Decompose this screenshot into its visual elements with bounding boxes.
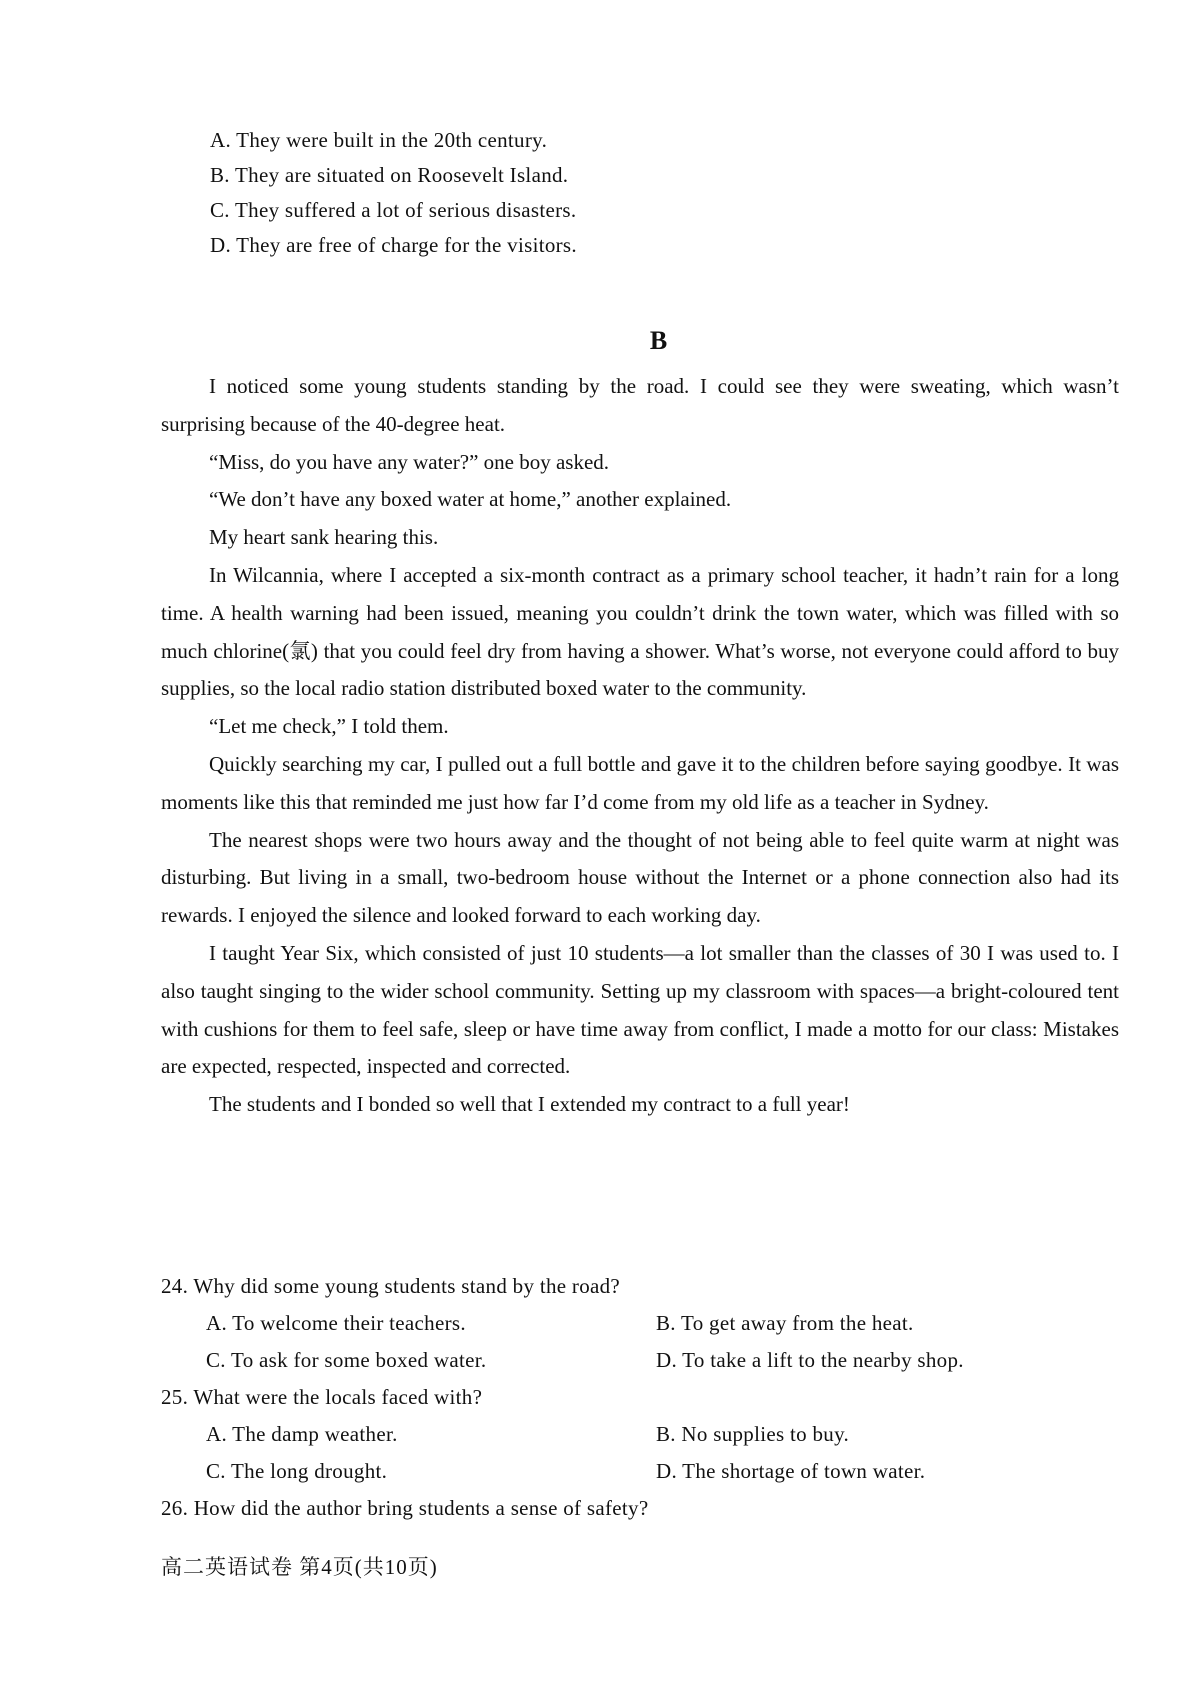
- passage-paragraph: My heart sank hearing this.: [209, 525, 439, 550]
- passage-paragraph: In Wilcannia, where I accepted a six-month contract as a primary school teacher, it hadn’t rain for a long time. A health warning had been issued, meaning you couldn’t drink the town water, which was filled with so much chlorine(氯) that you could feel dry from having a shower. What’s worse, not everyone could afford to buy supplies, so the local radio station distributed boxed water to the community.: [161, 562, 1119, 701]
- question-25-option-c: C. The long drought.: [206, 1459, 388, 1483]
- prev-option-d: D. They are free of charge for the visitors.: [210, 233, 577, 257]
- question-25-option-b: B. No supplies to buy.: [656, 1422, 850, 1446]
- question-24-option-d: D. To take a lift to the nearby shop.: [656, 1348, 964, 1372]
- reading-passage: [161, 368, 1119, 1124]
- passage-paragraph: The nearest shops were two hours away and the thought of not being able to feel quite warm at night was disturbing. But living in a small, two-bedroom house without the Internet or a phone connection also had its rewards. I enjoyed the silence and looked forward to each working day.: [161, 827, 1119, 928]
- question-25-stem: 25. What were the locals faced with?: [161, 1385, 483, 1409]
- passage-paragraph: “Miss, do you have any water?” one boy asked.: [209, 449, 610, 474]
- passage-paragraph: I noticed some young students standing by the road. I could see they were sweating, which wasn’t surprising because of the 40-degree heat.: [161, 374, 1119, 436]
- passage-paragraph: The students and I bonded so well that I extended my contract to a full year!: [209, 1092, 850, 1117]
- prev-option-c: C. They suffered a lot of serious disasters.: [210, 198, 577, 222]
- passage-paragraph: Quickly searching my car, I pulled out a full bottle and gave it to the children before saying goodbye. It was moments like this that reminded me just how far I’d come from my old life as a teacher in Sydney.: [161, 751, 1119, 814]
- question-24-option-a: A. To welcome their teachers.: [206, 1311, 466, 1335]
- question-24-option-c: C. To ask for some boxed water.: [206, 1348, 487, 1372]
- question-24-option-b: B. To get away from the heat.: [656, 1311, 914, 1335]
- prev-option-a: A. They were built in the 20th century.: [210, 128, 548, 152]
- prev-option-b: B. They are situated on Roosevelt Island.: [210, 163, 569, 187]
- passage-paragraph: “We don’t have any boxed water at home,” another explained.: [209, 487, 732, 512]
- question-25-option-a: A. The damp weather.: [206, 1422, 398, 1446]
- page-footer: 高二英语试卷 第4页(共10页): [161, 1555, 438, 1579]
- passage-paragraph: I taught Year Six, which consisted of just 10 students—a lot smaller than the classes of 30 I was used to. I also taught singing to the wider school community. Setting up my classroom with spaces—a bright-coloured tent with cushions for them to feel safe, sleep or have time away from conflict, I made a motto for our class: Mistakes are expected, respected, inspected and corrected.: [161, 940, 1119, 1079]
- question-26-stem: 26. How did the author bring students a sense of safety?: [161, 1496, 649, 1520]
- passage-paragraph: “Let me check,” I told them.: [209, 714, 449, 739]
- question-24-stem: 24. Why did some young students stand by the road?: [161, 1274, 621, 1298]
- section-title: B: [649, 326, 668, 355]
- question-25-option-d: D. The shortage of town water.: [656, 1459, 926, 1483]
